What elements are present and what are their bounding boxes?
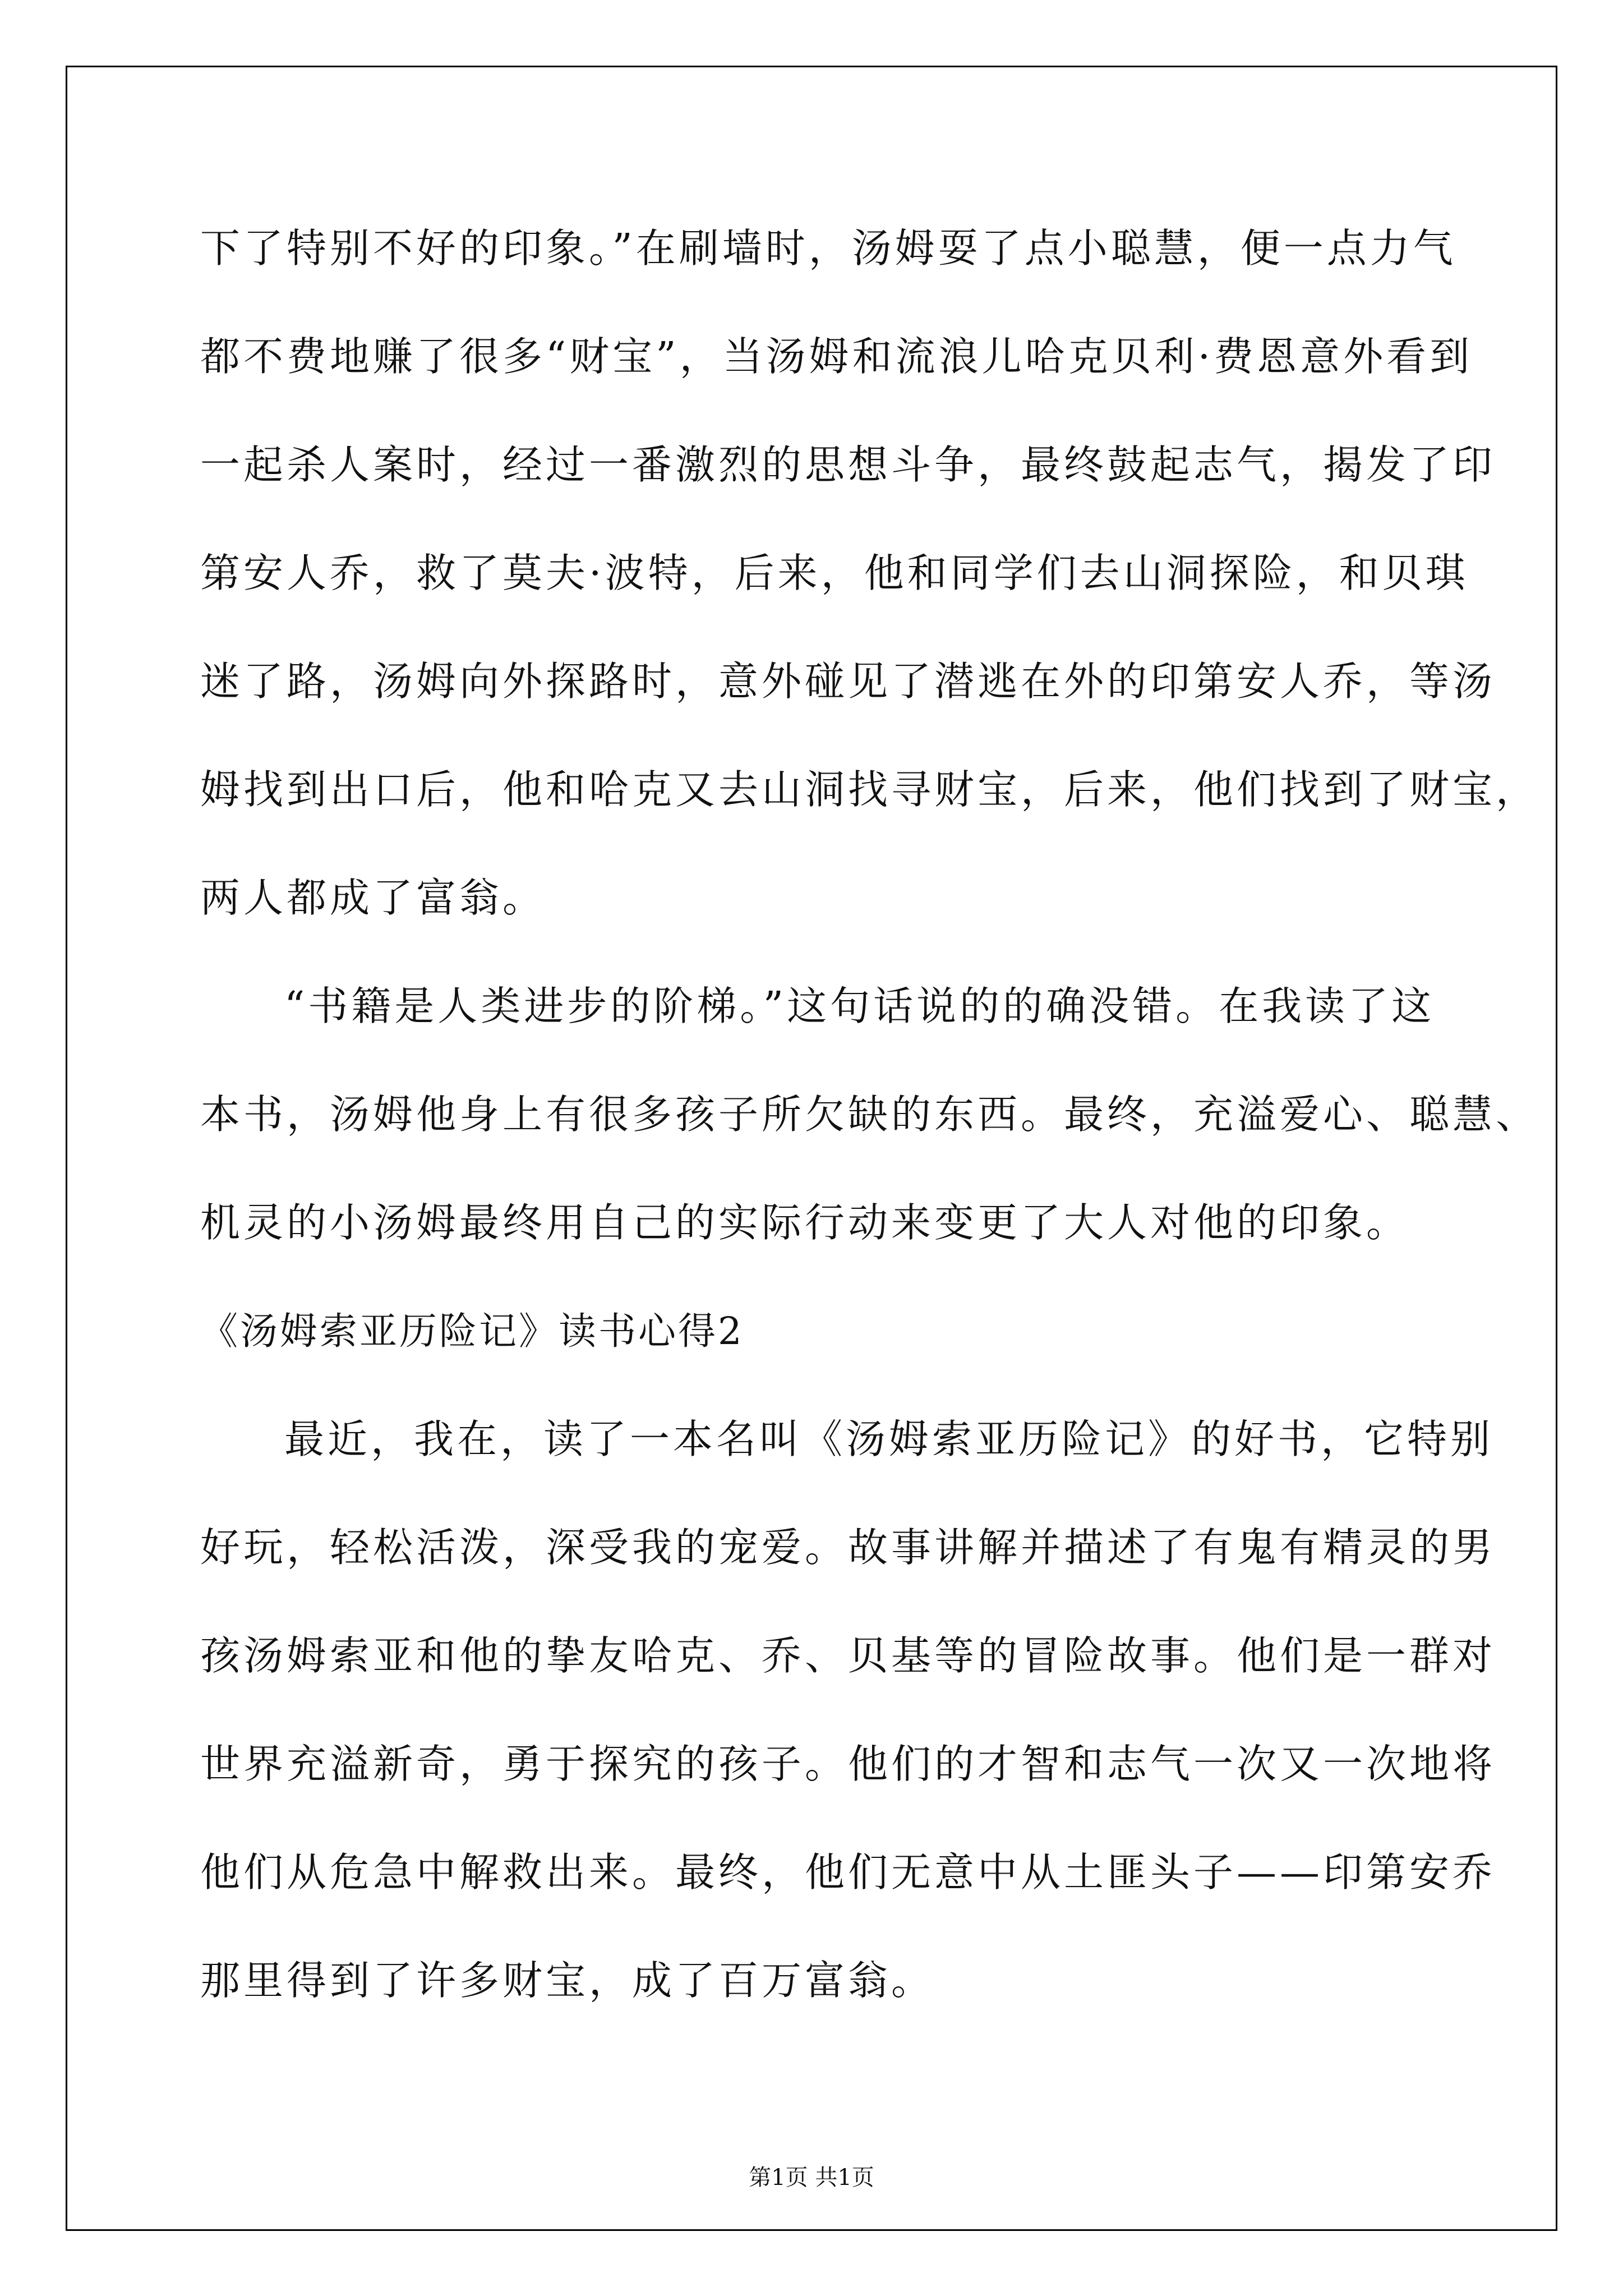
paragraph-line: 最近，我在，读了一本名叫《汤姆索亚历险记》的好书，它特别 (284, 1416, 1494, 1462)
paragraph-line: 一起杀人案时，经过一番激烈的思想斗争，最终鼓起志气，揭发了印 (200, 441, 1496, 488)
paragraph-line: 两人都成了富翁。 (200, 875, 546, 921)
paragraph-line: 好玩，轻松活泼，深受我的宠爱。故事讲解并描述了有鬼有精灵的男 (200, 1524, 1496, 1571)
page-footer: 第1页 共1页 (749, 2165, 874, 2191)
paragraph-line: 世界充溢新奇，勇于探究的孩子。他们的才智和志气一次又一次地将 (200, 1741, 1496, 1787)
paragraph-line: 都不费地赚了很多“财宝”，当汤姆和流浪儿哈克贝利·费恩意外看到 (200, 333, 1473, 380)
page-border (66, 66, 1557, 2231)
paragraph-line: 下了特别不好的印象。”在刷墙时，汤姆耍了点小聪慧，便一点力气 (200, 225, 1456, 272)
paragraph-line: 本书，汤姆他身上有很多孩子所欠缺的东西。最终，充溢爱心、聪慧、 (200, 1091, 1539, 1138)
paragraph-line: 孩汤姆索亚和他的挚友哈克、乔、贝基等的冒险故事。他们是一群对 (200, 1632, 1496, 1679)
paragraph-line: 机灵的小汤姆最终用自己的实际行动来变更了大人对他的印象。 (200, 1199, 1410, 1246)
paragraph-line: 姆找到出口后，他和哈克又去山洞找寻财宝，后来，他们找到了财宝， (200, 766, 1539, 813)
paragraph-line: 那里得到了许多财宝，成了百万富翁。 (200, 1957, 935, 2004)
section-heading: 《汤姆索亚历险记》读书心得2 (200, 1309, 744, 1353)
paragraph-line: 迷了路，汤姆向外探路时，意外碰见了潜逃在外的印第安人乔，等汤 (200, 658, 1496, 705)
paragraph-line: 第安人乔，救了莫夫·波特，后来，他和同学们去山洞探险，和贝琪 (200, 550, 1469, 596)
paragraph-line: “书籍是人类进步的阶梯。”这句话说的的确没错。在我读了这 (284, 983, 1435, 1029)
paragraph-line: 他们从危急中解救出来。最终，他们无意中从土匪头子——印第安乔 (200, 1849, 1496, 1895)
